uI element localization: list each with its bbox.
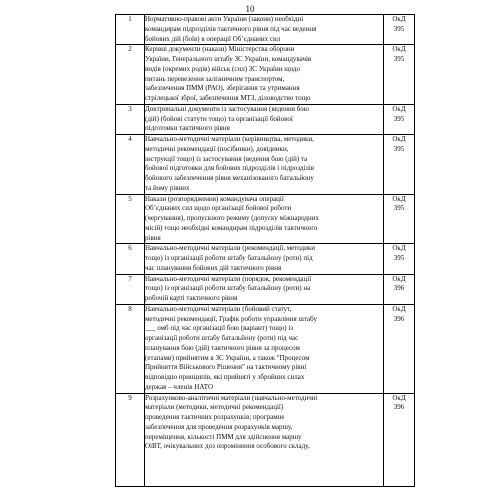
description-line: питань перевезення залізничним транспортом, [145,74,285,83]
description-line: інструкції тощо) із застосування (ведення бою (дій) та [145,154,308,163]
code-line: ОкД [392,45,406,54]
row-code [384,244,415,274]
row-number: 5 [116,194,145,244]
code-line: 396 [393,403,405,412]
row-description [145,194,384,244]
table-row [116,45,415,105]
row-number: 2 [116,45,145,105]
table-row [116,135,415,195]
description-line: командирам підрозділів тактичного рівня під час ведення [145,24,317,33]
row-number: 6 [116,244,145,274]
table-row [116,15,415,45]
row-code [384,104,415,134]
row-description [145,104,384,134]
description-line: України, Генерального штабу ЗС України, командувачів [145,55,312,63]
description-line: (дій) (бойові статути тощо) та організації бойової [145,114,293,123]
description-line: проведення тактичних розрахунків; програмне [145,413,285,421]
description-line: бойових дій (боїв) в операції Об’єднаних сил [145,34,281,43]
description-line: держав – членів НАТО [145,382,214,391]
row-number: 7 [116,274,145,304]
document-table [115,14,415,487]
code-line: ОкД [392,304,406,313]
description-line: Нормативно-правові акти України (закони) необхідні [145,15,304,23]
description-line: методичні рекомендації, Графік роботи управління штабу [145,314,317,323]
code-line: ОкД [392,135,406,143]
description-line: планування бою (дій) тактичного рівня за процесом [145,343,300,352]
description-line: (етапами) прийнятим в ЗС України, а також "Процесом [145,353,310,362]
description-line: робочій карті тактичного рівня [145,294,238,302]
code-line: 395 [393,204,405,213]
row-number: 1 [116,15,145,45]
code-line: 395 [393,144,405,153]
description-line: ОіВТ, очікувальних доз опромінення особового складу, [145,442,310,451]
code-line: 395 [393,24,405,33]
code-line: 396 [393,284,405,293]
description-line: місій) тощо необхідні командирам підрозділів тактичного [145,223,318,232]
description-line: методичні рекомендації (посібники), довідники, [145,144,289,153]
description-line: Об’єднаних сил щодо організації бойової роботи [145,204,292,213]
table-row [116,104,415,134]
code-line: ОкД [392,194,406,203]
table-row [116,244,415,274]
description-line: та йому рівних [145,183,190,192]
description-line: Розрахунково-аналітичні матеріали (навчально-методичні [145,393,318,402]
description-line: матеріали (методики, методичні рекомендації) [145,403,284,412]
description-line: Навчально-методичні матеріали (бойовий статут, [145,304,292,313]
table-row [116,274,415,304]
description-line: Прийняття Військового Рішення" на тактичному рівні [145,363,307,372]
description-line: організації роботи штабу батальйону (роти) під час [145,334,299,342]
code-line: ОкД [392,393,406,402]
row-code [384,274,415,304]
table-row [116,194,415,244]
code-line: 395 [393,254,405,262]
code-line: ОкД [392,15,406,23]
code-line: 395 [393,114,405,123]
description-line: забезпечення для проведення розрахунків маршу, [145,422,293,431]
row-number: 4 [116,135,145,195]
row-number: 3 [116,104,145,134]
page-number: 10 [245,4,255,14]
description-line: Навчально-методичні матеріали (керівництва, методики, [145,135,314,143]
description-line: рівня [145,233,161,242]
table-row [116,393,415,486]
row-description [145,304,384,393]
row-description [145,244,384,274]
description-line: бойового забезпечення рівня механізованого батальйону [145,174,314,182]
row-description [145,274,384,304]
table-row [116,304,415,393]
description-line: підготовки тактичного рівня [145,124,230,133]
description-line: Доктринальні документи із застосування (ведення бою [145,104,310,113]
row-code [384,304,415,393]
code-line: ОкД [392,274,406,283]
description-line: тощо) із організації роботи штабу батальйону (роти) під [145,254,313,262]
row-number: 8 [116,304,145,393]
code-line: 396 [393,314,405,323]
description-line: (чергування), пропускного режиму (допуску міжнародних [145,214,319,222]
code-line: 395 [393,55,405,63]
row-code [384,135,415,195]
description-line: видів (окремих родів) військ (сил) ЗС України щодо [145,64,300,73]
description-line: Накази (розпорядження) командувача операції [145,194,284,203]
code-line: ОкД [392,104,406,113]
row-code [384,45,415,105]
row-number: 9 [116,393,145,486]
description-line: забезпечення ПММ (РАО), зберігання та утримання [145,84,300,93]
row-code [384,194,415,244]
row-description [145,15,384,45]
description-line: тощо) із організації роботи штабу батальйону (роти) на [145,284,311,293]
description-line: Керівні документи (накази) Міністерства оборони [145,45,295,54]
description-line: відповідно принципів, які прийняті у збройних силах [145,373,305,381]
row-description [145,135,384,195]
description-line: ___ омб під час організації бою (варіант) тощо) із [145,324,294,333]
description-line: переміщення, кількості ПММ для здійснення маршу [145,432,302,441]
row-description [145,45,384,105]
description-line: час планування бойових дій тактичного рівня [145,263,282,272]
description-line: Навчально-методичні матеріали (порядок, рекомендації [145,274,312,283]
description-line: Навчально-методичні матеріали (рекомендації, методики [145,244,315,253]
code-line: ОкД [392,244,406,253]
row-description [145,393,384,486]
row-code [384,393,415,486]
description-line: бойової підготовки для бойових підрозділів і підрозділів [145,164,315,173]
description-line: стрілецької зброї, забезпечення МТЗ, діловодство тощо [145,94,311,102]
row-code [384,15,415,45]
